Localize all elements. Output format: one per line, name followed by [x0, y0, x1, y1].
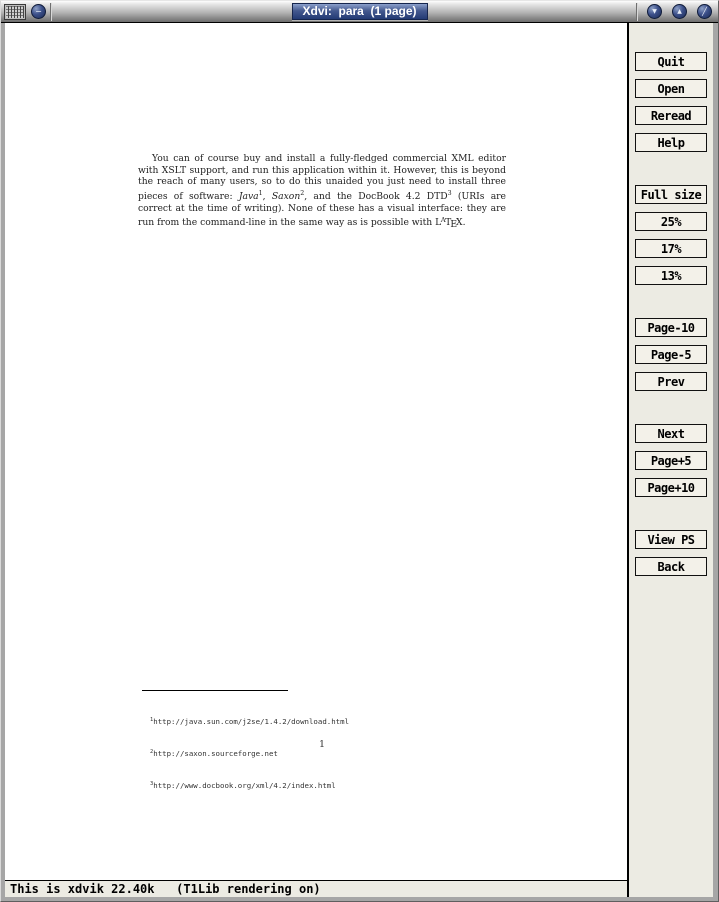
- full-size-button[interactable]: Full size: [635, 185, 707, 204]
- latex-logo: $L^ATEX$: [435, 215, 463, 230]
- minimize-button[interactable]: −: [31, 4, 46, 19]
- titlebar[interactable]: [1, 1, 718, 23]
- status-bar: [5, 880, 628, 897]
- paragraph-text: (URIs are correct at the time of writing). None of these has a visual interface: they are run from the command-line in the same way as is possible with: [138, 191, 506, 228]
- titlebar-divider: [636, 3, 638, 21]
- footnote-url: http://saxon.sourceforge.net: [153, 749, 278, 758]
- maximize-button[interactable]: ▲: [672, 4, 687, 19]
- saxon-italic: Saxon: [271, 191, 301, 203]
- page-minus-5-button[interactable]: Page-5: [635, 345, 707, 364]
- open-button[interactable]: Open: [635, 79, 707, 98]
- page-minus-10-button[interactable]: Page-10: [635, 318, 707, 337]
- zoom-13-button[interactable]: 13%: [635, 266, 707, 285]
- zoom-25-button[interactable]: 25%: [635, 212, 707, 231]
- main-area: [5, 23, 713, 897]
- paragraph-text: .: [462, 216, 466, 228]
- quit-button[interactable]: Quit: [635, 52, 707, 71]
- footnote-line: $^2$http://saxon.sourceforge.net: [150, 749, 278, 758]
- page-plus-10-button[interactable]: Page+10: [635, 478, 707, 497]
- java-italic: Java: [238, 191, 259, 203]
- footnote-line: $^1$http://java.sun.com/j2se/1.4.2/download.html: [150, 717, 350, 726]
- side-panel: [628, 23, 713, 897]
- zoom-17-button[interactable]: 17%: [635, 239, 707, 258]
- paragraph-text: ,: [262, 191, 272, 203]
- view-ps-button[interactable]: View PS: [635, 530, 707, 549]
- xdvi-app-icon[interactable]: [4, 4, 26, 20]
- titlebar-divider: [50, 3, 52, 21]
- back-button[interactable]: Back: [635, 557, 707, 576]
- footnote-ref-1: 1: [258, 190, 263, 198]
- paragraph-text: , and the DocBook 4.2 DTD: [304, 191, 448, 203]
- window-title: Xdvi: para (1 page): [291, 3, 427, 20]
- page-plus-5-button[interactable]: Page+5: [635, 451, 707, 470]
- help-button[interactable]: Help: [635, 133, 707, 152]
- shade-button[interactable]: ▼: [647, 4, 662, 19]
- page-number: 1: [318, 739, 326, 750]
- status-text: This is xdvik 22.40k (T1Lib rendering on): [10, 882, 321, 896]
- dvi-page-canvas[interactable]: [5, 23, 628, 880]
- footnotes-block: [150, 695, 349, 811]
- prev-button[interactable]: Prev: [635, 372, 707, 391]
- footnote-rule: [142, 690, 288, 691]
- document-paragraph: [138, 153, 506, 230]
- footnote-ref-3: 3: [447, 190, 452, 198]
- paragraph-text: You can of course buy and install a fully-fledged commercial XML editor with XSLT support, and run this application within it. However, this is beyond the reach of many users, so to do this unaided you just need to install three pieces of software:: [138, 153, 506, 203]
- next-button[interactable]: Next: [635, 424, 707, 443]
- footnote-url: http://www.docbook.org/xml/4.2/index.html: [153, 781, 336, 790]
- footnote-url: http://java.sun.com/j2se/1.4.2/download.html: [153, 717, 350, 726]
- footnote-line: $^3$http://www.docbook.org/xml/4.2/index.html: [150, 781, 336, 790]
- reread-button[interactable]: Reread: [635, 106, 707, 125]
- close-button[interactable]: ╱: [697, 4, 712, 19]
- footnote-ref-2: 2: [300, 190, 305, 198]
